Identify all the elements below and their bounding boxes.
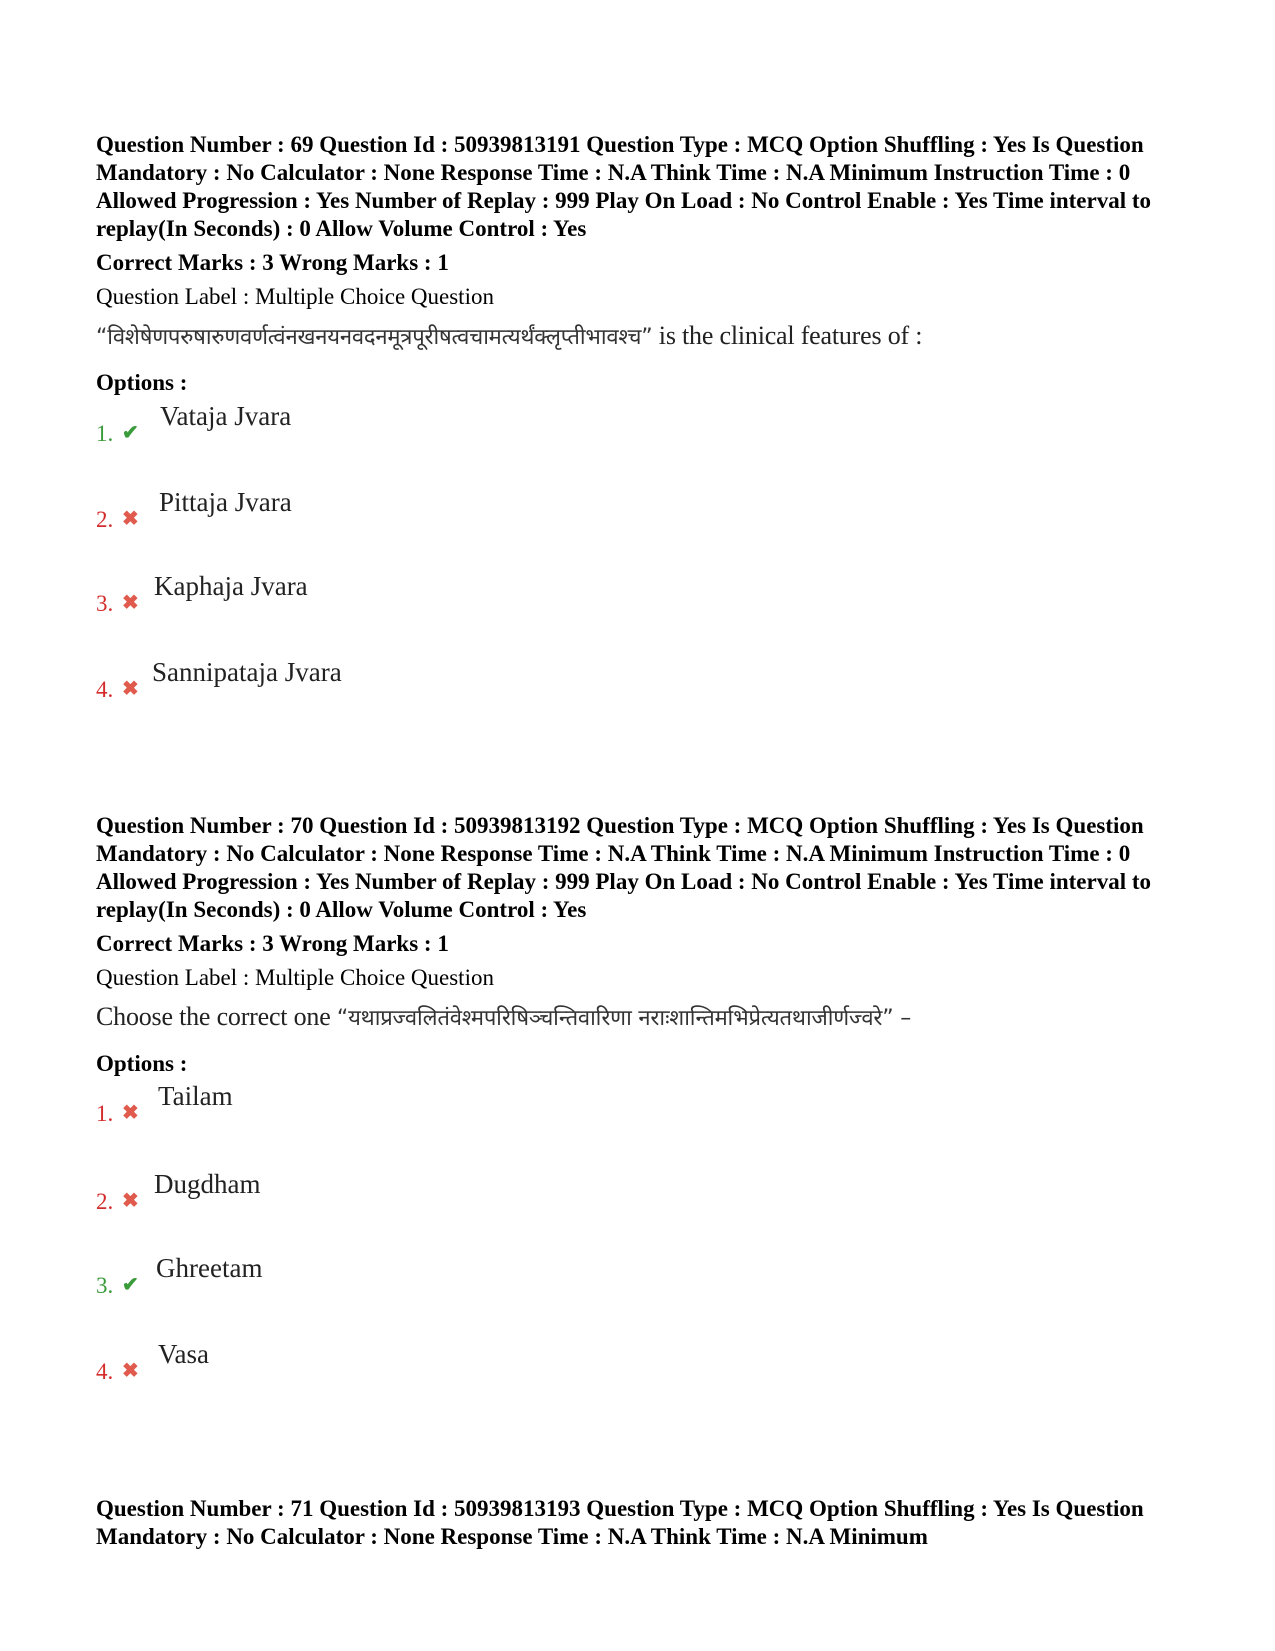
question-meta: Question Number : 71 Question Id : 50939813193 Question Type : MCQ Option Shuffling : Yes Is Question Mandatory : No Calculator : None Response Time : N.A Think Time : N.A Minimum — [96, 1496, 1144, 1549]
option-1[interactable] — [96, 401, 696, 465]
option-number: 3. — [96, 1273, 114, 1298]
question-label: Question Label : Multiple Choice Question — [96, 284, 494, 309]
option-text: Sannipataja Jvara — [152, 657, 342, 687]
option-3[interactable] — [96, 571, 696, 637]
cross-icon: ✖ — [122, 508, 139, 530]
options-title: Options : — [96, 1051, 188, 1076]
option-text: Pittaja Jvara — [159, 487, 292, 517]
question-text-devanagari: “विशेषेणपरुषारुणवर्णत्वंनखनयनवदनमूत्रपूरीषत्वचामत्यर्थंक्लृप्तीभावश्च” — [96, 325, 653, 350]
option-2[interactable] — [96, 487, 696, 553]
question-69 — [96, 131, 1196, 397]
question-marks: Correct Marks : 3 Wrong Marks : 1 — [96, 931, 449, 956]
option-number: 2. — [96, 1189, 114, 1214]
option-number: 4. — [96, 677, 114, 702]
option-number: 3. — [96, 591, 114, 616]
question-marks: Correct Marks : 3 Wrong Marks : 1 — [96, 250, 449, 275]
option-3[interactable] — [96, 1253, 696, 1319]
question-71 — [96, 1495, 1196, 1551]
option-number: 1. — [96, 1101, 114, 1126]
question-text-english: Choose the correct one — [96, 1002, 331, 1031]
cross-icon: ✖ — [122, 1102, 139, 1124]
options-list-70 — [96, 1081, 1196, 1417]
option-number: 2. — [96, 507, 114, 532]
option-4[interactable] — [96, 1339, 696, 1405]
check-icon: ✔ — [122, 422, 139, 444]
option-text: Ghreetam — [156, 1253, 263, 1283]
question-text-devanagari: “यथाप्रज्वलितंवेश्मपरिषिञ्चन्तिवारिणा नराःशान्तिमभिप्रेत्यतथाजीर्णज्वरे” – — [336, 1006, 911, 1031]
option-text: Tailam — [158, 1081, 233, 1111]
option-text: Vasa — [158, 1339, 209, 1369]
option-4[interactable] — [96, 657, 696, 723]
option-1[interactable] — [96, 1081, 696, 1147]
option-number: 4. — [96, 1359, 114, 1384]
options-list-69 — [96, 401, 1196, 735]
cross-icon: ✖ — [122, 1190, 139, 1212]
options-title: Options : — [96, 370, 188, 395]
question-text — [96, 1000, 1196, 1036]
cross-icon: ✖ — [122, 678, 139, 700]
option-number: 1. — [96, 421, 114, 446]
cross-icon: ✖ — [122, 592, 139, 614]
check-icon: ✔ — [122, 1274, 139, 1296]
question-meta: Question Number : 69 Question Id : 50939813191 Question Type : MCQ Option Shuffling : Yes Is Question Mandatory : No Calculator : None Response Time : N.A Think Time : N.A Minimum Instruction Time : 0 Allowed Progression : Yes Number of Replay : 999 Play On Load : No Control Enable : Yes Time interval to replay(In Seconds) : 0 Allow Volume Control : Yes — [96, 132, 1152, 241]
question-text-english: is the clinical features of : — [658, 321, 923, 350]
question-text — [96, 319, 1196, 355]
question-meta: Question Number : 70 Question Id : 50939813192 Question Type : MCQ Option Shuffling : Yes Is Question Mandatory : No Calculator : None Response Time : N.A Think Time : N.A Minimum Instruction Time : 0 Allowed Progression : Yes Number of Replay : 999 Play On Load : No Control Enable : Yes Time interval to replay(In Seconds) : 0 Allow Volume Control : Yes — [96, 813, 1152, 922]
option-2[interactable] — [96, 1169, 696, 1235]
option-text: Vataja Jvara — [160, 401, 292, 431]
question-label: Question Label : Multiple Choice Question — [96, 965, 494, 990]
question-70 — [96, 812, 1196, 1078]
option-text: Kaphaja Jvara — [154, 571, 308, 601]
cross-icon: ✖ — [122, 1360, 139, 1382]
option-text: Dugdham — [154, 1169, 261, 1199]
